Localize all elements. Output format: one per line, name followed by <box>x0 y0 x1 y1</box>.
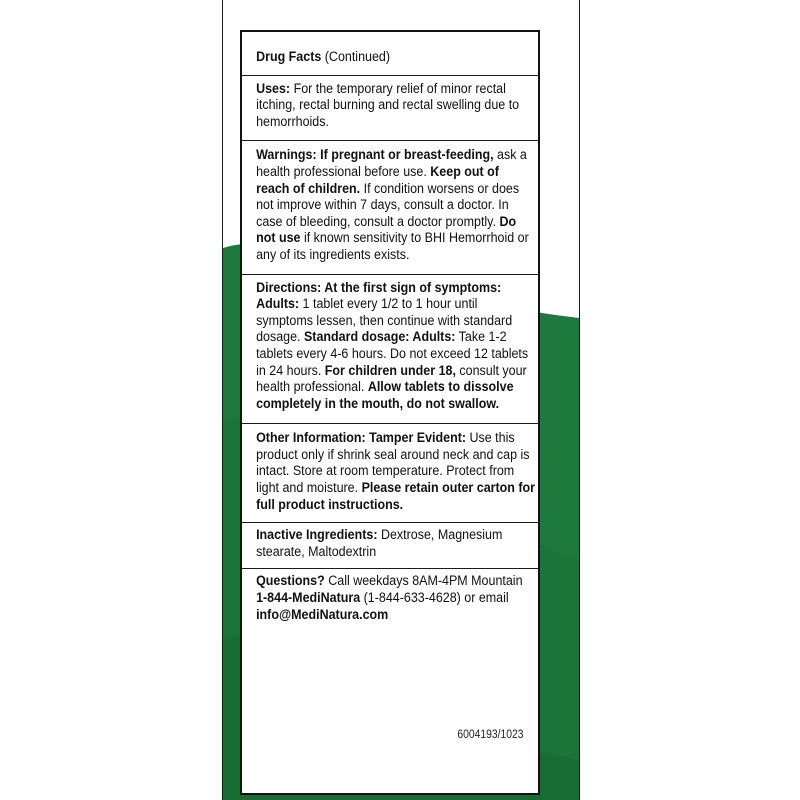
inactive-ingredients-section: Inactive Ingredients: Dextrose, Magnesium stearate, Maltodextrin <box>256 527 503 560</box>
other-information-section: Other Information: Tamper Evident: Use this product only if shrink seal around neck and cap is intact. Store at room temperature. Protect from light and moisture. Please retain outer carton for full product instructions. <box>256 430 536 513</box>
product-carton <box>222 0 580 800</box>
directions-section: Directions: At the first sign of symptoms: Adults: 1 tablet every 1/2 to 1 hour until symptoms lessen, then continue with standard dosage. Standard dosage: Adults: Take 1-2 tablets every 4-6 hours. Do not exceed 12 tablets in 24 hours. For children under 18, consult your health professional. Allow tablets to dissolve completely in the mouth, do not swallow. <box>256 279 529 412</box>
questions-section: Questions? Call weekdays 8AM-4PM Mountain 1-844-MediNatura (1-844-633-4628) or email info@MediNatura.com <box>256 573 523 623</box>
drug-facts-panel <box>240 30 540 795</box>
product-code: 6004193/1023 <box>457 729 524 741</box>
drug-facts-title: Drug Facts (Continued) <box>256 49 391 65</box>
warnings-section: Warnings: If pregnant or breast-feeding, ask a health professional before use. Keep out of reach of children. If condition worsens or does not improve within 7 days, consult a doctor. In case of bleeding, consult a doctor promptly. Do not use if known sensitivity to BHI Hemorrhoid or any of its ingredients exists. <box>256 147 529 263</box>
email-link[interactable]: info@MediNatura.com <box>256 606 389 623</box>
uses-section: Uses: For the temporary relief of minor rectal itching, rectal burning and rectal swelling due to hemorrhoids. <box>256 80 520 130</box>
